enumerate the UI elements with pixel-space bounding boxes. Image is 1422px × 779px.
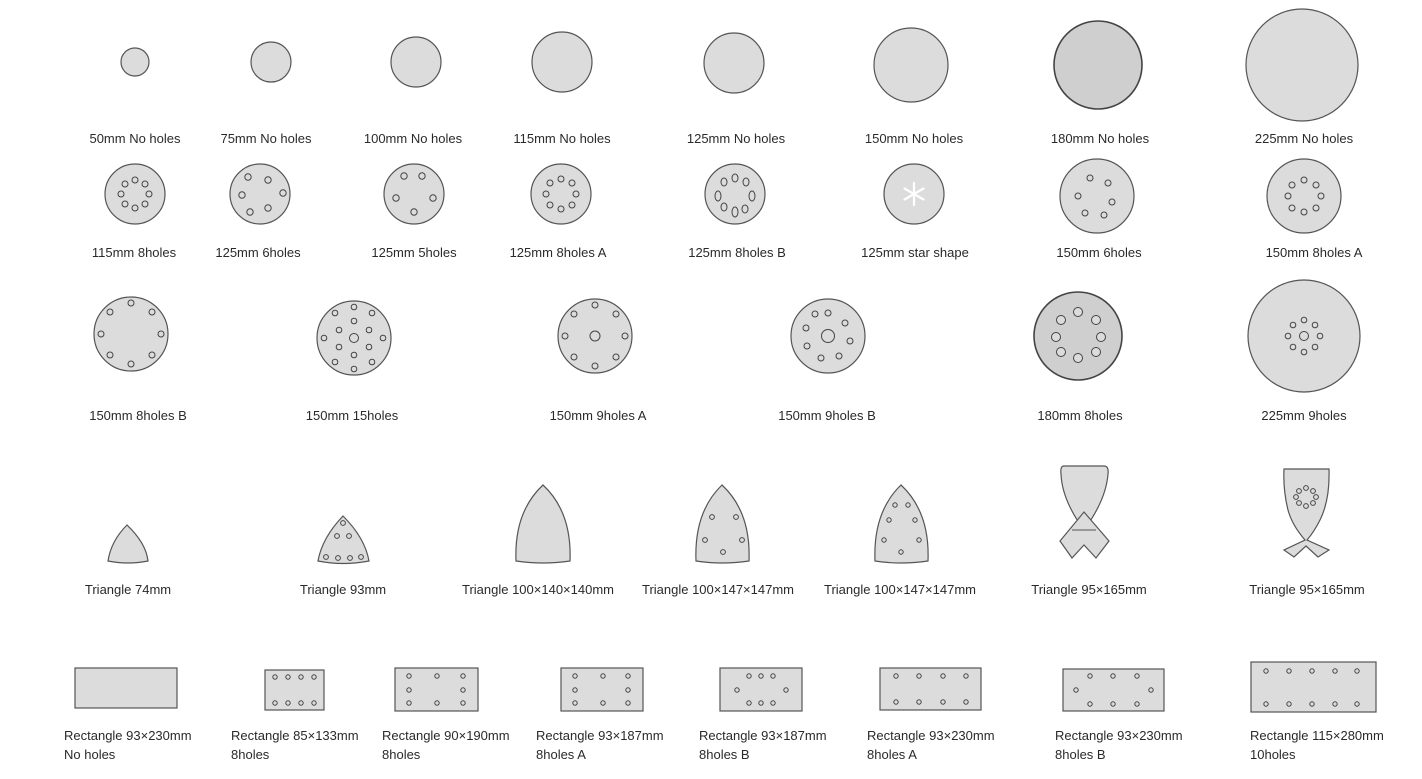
pad-label: 125mm 5holes xyxy=(371,245,457,260)
pad-sublabel: 8holes A xyxy=(867,747,917,762)
pad-label: 150mm 9holes A xyxy=(549,408,647,423)
pad-tri-100x140 xyxy=(462,485,614,597)
pad-label: 180mm 8holes xyxy=(1037,408,1123,423)
pad-d75-no-holes xyxy=(220,42,312,146)
triangle-shape xyxy=(108,525,148,563)
pad-d150-no-holes xyxy=(865,28,964,146)
pad-label: 125mm 8holes B xyxy=(688,245,786,260)
disc-shape xyxy=(251,42,291,82)
pad-d125-star xyxy=(861,164,969,260)
disc-shape xyxy=(532,32,592,92)
disc-shape xyxy=(704,33,764,93)
pad-d150-8holes-b xyxy=(89,297,187,423)
pad-label: 50mm No holes xyxy=(89,131,181,146)
pad-d150-9holes-b xyxy=(778,299,876,423)
pad-sublabel: 8holes B xyxy=(699,747,750,762)
pad-sublabel: 8holes xyxy=(382,747,421,762)
pad-d100-no-holes xyxy=(364,37,463,146)
pad-sublabel: 8holes xyxy=(231,747,270,762)
pad-d150-15holes xyxy=(306,301,399,423)
pad-d50-no-holes xyxy=(89,48,181,146)
pad-rect-93x230-b xyxy=(1055,669,1183,762)
pad-label: 125mm 6holes xyxy=(215,245,301,260)
pad-label: Triangle 100×140×140mm xyxy=(461,582,615,597)
pad-d125-8holes-b xyxy=(688,164,786,260)
pad-label: Rectangle 90×190mm xyxy=(382,728,510,743)
pad-sublabel: 8holes A xyxy=(536,747,586,762)
triangle-foot xyxy=(1060,512,1109,558)
pad-label: 225mm No holes xyxy=(1254,131,1354,146)
disc-shape xyxy=(105,164,165,224)
pad-label: 125mm No holes xyxy=(686,131,786,146)
pad-label: 150mm No holes xyxy=(864,131,964,146)
pad-label: Rectangle 93×230mm xyxy=(1055,728,1183,743)
pad-rect-93x187-b xyxy=(699,668,827,762)
pad-tri-95x165-b xyxy=(1249,469,1365,597)
pad-label: 150mm 6holes xyxy=(1056,245,1142,260)
pad-label: 125mm star shape xyxy=(861,245,969,260)
hole-pattern xyxy=(1285,317,1323,355)
pad-label: 150mm 8holes A xyxy=(1265,245,1363,260)
pad-sublabel: No holes xyxy=(64,747,116,762)
pad-d180-8holes xyxy=(1034,292,1123,423)
pad-d125-no-holes xyxy=(687,33,786,146)
disc-shape xyxy=(531,164,591,224)
pad-d150-8holes-a xyxy=(1266,159,1363,260)
pad-label: 125mm 8holes A xyxy=(509,245,607,260)
pad-label: Rectangle 115×280mm xyxy=(1250,728,1384,743)
pad-d225-9holes xyxy=(1248,280,1360,423)
pad-rect-115x280 xyxy=(1250,662,1384,762)
pad-label: 150mm 15holes xyxy=(305,408,399,423)
pad-rect-93x230-a xyxy=(867,668,995,762)
pad-tri-95x165-a xyxy=(1031,466,1147,597)
disc-shape xyxy=(1267,159,1341,233)
triangle-shape xyxy=(516,485,570,563)
pad-label: Triangle 95×165mm xyxy=(1249,582,1365,597)
pad-label: Rectangle 93×187mm xyxy=(699,728,827,743)
pad-label: 150mm 8holes B xyxy=(89,408,187,423)
pad-sublabel: 10holes xyxy=(1250,747,1296,762)
pad-label: 180mm No holes xyxy=(1050,131,1150,146)
pad-tri-100x147-a xyxy=(642,485,794,597)
pad-rect-93x230-none xyxy=(64,668,192,762)
pad-tri-74 xyxy=(85,525,171,597)
triangle-shape xyxy=(1284,469,1329,557)
pad-d125-8holes-a xyxy=(510,164,607,260)
pad-label: 150mm 9holes B xyxy=(778,408,876,423)
pad-rect-85x133 xyxy=(231,670,359,762)
pad-label: 225mm 9holes xyxy=(1261,408,1347,423)
disc-shape xyxy=(121,48,149,76)
pad-d150-9holes-a xyxy=(550,299,647,423)
pad-label: 100mm No holes xyxy=(363,131,463,146)
pad-label: 115mm 8holes xyxy=(91,245,177,260)
pad-label: Rectangle 93×230mm xyxy=(867,728,995,743)
pad-label: Triangle 100×147×147mm xyxy=(823,582,977,597)
pad-label: Rectangle 93×230mm xyxy=(64,728,192,743)
pad-label: 115mm No holes xyxy=(513,131,611,146)
disc-shape xyxy=(1246,9,1358,121)
pad-d125-6holes xyxy=(215,164,301,260)
pad-label: Triangle 95×165mm xyxy=(1031,582,1147,597)
disc-shape xyxy=(1054,21,1142,109)
pad-d125-5holes xyxy=(371,164,457,260)
pad-tri-100x147-b xyxy=(824,485,976,597)
pad-rect-93x187-a xyxy=(536,668,664,762)
pad-rect-90x190 xyxy=(382,668,510,762)
pad-sublabel: 8holes B xyxy=(1055,747,1106,762)
disc-shape xyxy=(1034,292,1122,380)
pad-label: Rectangle 93×187mm xyxy=(536,728,664,743)
pad-label: 75mm No holes xyxy=(220,131,312,146)
pad-label: Triangle 100×147×147mm xyxy=(641,582,795,597)
pad-d150-6holes xyxy=(1056,159,1142,260)
disc-shape xyxy=(94,297,168,371)
pad-d115-no-holes xyxy=(513,32,611,146)
disc-shape xyxy=(391,37,441,87)
pad-label: Triangle 74mm xyxy=(84,582,172,597)
pad-label: Rectangle 85×133mm xyxy=(231,728,359,743)
pad-label: Triangle 93mm xyxy=(299,582,387,597)
pad-d225-no-holes xyxy=(1246,9,1358,146)
pad-d180-no-holes xyxy=(1051,21,1150,146)
disc-shape xyxy=(1060,159,1134,233)
disc-shape xyxy=(874,28,948,102)
pad-tri-93 xyxy=(300,516,386,597)
rectangle-shape xyxy=(75,668,177,708)
pad-d115-8holes xyxy=(92,164,177,260)
